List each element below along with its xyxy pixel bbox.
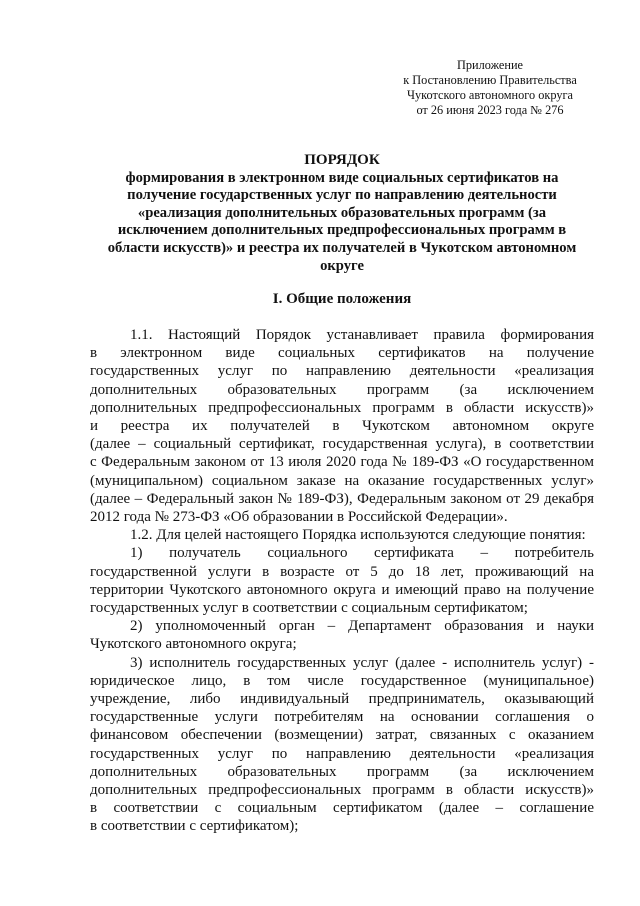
text-line: и реестра их получателей в Чукотском автономном округе — [90, 418, 594, 435]
text-line: 1.2. Для целей настоящего Порядка используются следующие понятия: — [130, 527, 586, 544]
text-line: государственных услуг по направлению деятельности «реализация — [90, 745, 594, 762]
text-line: 1) получатель социального сертификата – потребитель — [130, 545, 594, 562]
text-line: (далее – Федеральный закон № 189-ФЗ), Федеральным законом от 29 декабря — [90, 490, 594, 507]
text-line: финансовом обеспечении (возмещении) затрат, связанных с оказанием — [90, 727, 594, 744]
text-line: дополнительных образовательных программ (за исключением — [90, 381, 594, 398]
title-line: получение государственных услуг по направлению деятельности — [127, 187, 557, 204]
title-line: области искусств)» и реестра их получателей в Чукотском автономном — [107, 239, 577, 256]
title-line: округе — [320, 257, 364, 274]
text-line: дополнительных образовательных программ (за исключением — [90, 763, 594, 780]
body-text — [90, 326, 594, 836]
text-line: с Федеральным законом от 13 июля 2020 года № 189-ФЗ «О государственном — [90, 454, 594, 471]
text-line: государственных услуг по направлению деятельности «реализация — [90, 363, 594, 380]
text-line: (далее – социальный сертификат, государственная услуга), в соответствии — [90, 436, 594, 453]
text-line: государственные услуги потребителям на основании соглашения о — [90, 709, 594, 726]
text-line: государственной услуги в возрасте от 5 до 18 лет, проживающий на — [90, 563, 594, 580]
text-line: в электронном виде социальных сертификатов на получение — [90, 345, 594, 362]
text-line: дополнительных предпрофессиональных программ в области искусств)» — [90, 782, 594, 799]
appendix-date-line: от 26 июня 2023 года № 276 — [416, 103, 564, 117]
title-line: ПОРЯДОК — [304, 152, 380, 168]
text-line: дополнительных предпрофессиональных программ в области искусств)» — [90, 399, 594, 416]
title-line: формирования в электронном виде социальных сертификатов на — [125, 169, 559, 186]
text-line: государственных услуг в соответствии с социальным сертификатом; — [90, 600, 528, 617]
text-line: 2) уполномоченный орган – Департамент образования и науки — [130, 618, 594, 635]
text-line: 3) исполнитель государственных услуг (далее - исполнитель услуг) - — [130, 654, 594, 671]
title-line: «реализация дополнительных образовательных программ (за — [137, 204, 547, 221]
document-title — [90, 152, 594, 275]
text-line: 1.1. Настоящий Порядок устанавливает правила формирования — [130, 327, 594, 343]
title-line: исключением дополнительных предпрофессиональных программ в — [117, 222, 567, 239]
text-line: (муниципальном) социальном заказе на оказание государственных услуг» — [90, 472, 594, 489]
text-line: в соответствии с сертификатом); — [90, 818, 299, 835]
text-line: 2012 года № 273-ФЗ «Об образовании в Российской Федерации». — [90, 509, 508, 526]
text-line: юридическое лицо, в том числе государственное (муниципальное) — [90, 672, 594, 689]
text-line: в соответствии с социальным сертификатом (далее – соглашение — [90, 800, 594, 817]
appendix-line: к Постановлению Правительства — [403, 73, 577, 87]
appendix-header — [380, 58, 600, 118]
text-line: территории Чукотского автономного округа и имеющий право на получение — [90, 581, 594, 598]
appendix-line: Чукотского автономного округа — [407, 88, 573, 102]
appendix-line: Приложение — [457, 58, 523, 72]
text-line: учреждение, либо индивидуальный предприниматель, оказывающий — [90, 691, 594, 708]
section-heading: I. Общие положения — [272, 291, 412, 307]
text-line: Чукотского автономного округа; — [90, 636, 297, 653]
